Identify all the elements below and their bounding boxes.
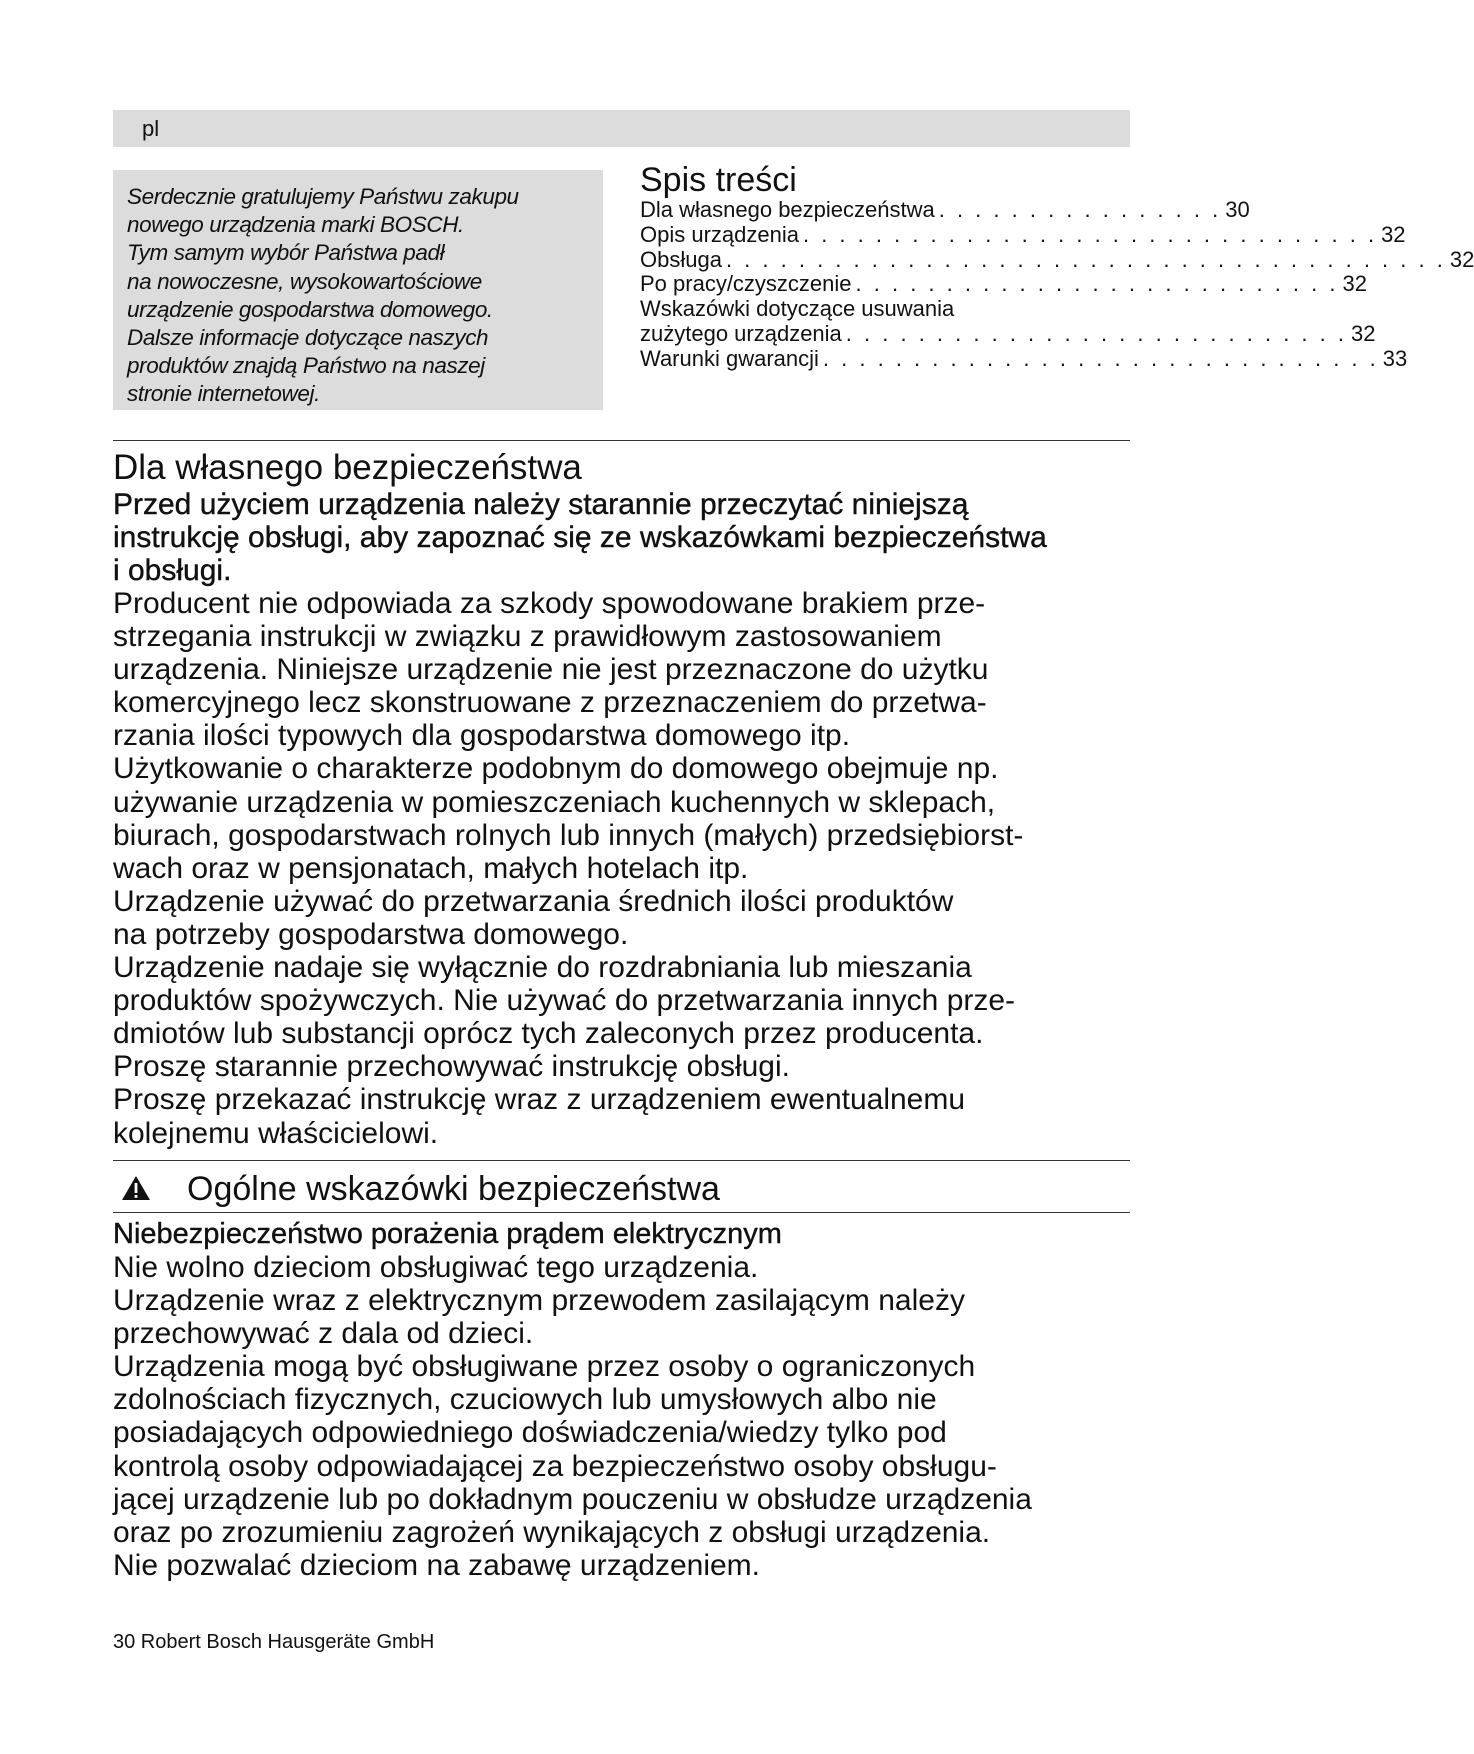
- toc-entry-text: Wskazówki dotyczące usuwania: [640, 296, 955, 322]
- body-line: oraz po zrozumieniu zagrożeń wynikających z obsługi urządzenia.: [113, 1515, 991, 1549]
- intro-line: produktów znajdą Państwo na naszej: [127, 353, 485, 379]
- intro-line: urządzenie gospodarstwa domowego.: [127, 296, 493, 322]
- intro-line: Tym samym wybór Państwa padł: [127, 240, 445, 266]
- safety-heading: Dla własnego bezpieczeństwa: [113, 448, 582, 487]
- safety-section: [113, 448, 1130, 1150]
- toc-leader-dots: . . . . . . . . . . . . . . . .: [938, 197, 1222, 222]
- toc-leader-dots: . . . . . . . . . . . . . . . . . . . . . . . . . . . . . . .: [822, 345, 1379, 371]
- body-line: biurach, gospodarstwach rolnych lub innych (małych) przedsiębiorst-: [113, 818, 1024, 852]
- body-line: Urządzenie wraz z elektrycznym przewodem zasilającym należy: [113, 1284, 965, 1318]
- body-line: rzania ilości typowych dla gospodarstwa domowego itp.: [113, 719, 851, 753]
- toc-entry-text: Warunki gwarancji: [640, 345, 819, 371]
- toc-leader-dots: . . . . . . . . . . . . . . . . . . . . . . . . . . . . . . . .: [802, 221, 1378, 247]
- intro-line: Dalsze informacje dotyczące naszych: [127, 325, 489, 351]
- lead-line: i obsługi.: [113, 554, 232, 587]
- safety-lead: [113, 488, 1130, 587]
- section-divider: [113, 1160, 1130, 1161]
- intro-box: [113, 170, 603, 410]
- body-line: kolejnemu właścicielowi.: [113, 1116, 439, 1150]
- body-line: kontrolą osoby odpowiadającej za bezpieczeństwo osoby obsługu-: [113, 1449, 997, 1483]
- body-line: komercyjnego lecz skonstruowane z przeznaczeniem do przetwa-: [113, 686, 987, 720]
- body-line: zdolnościach fizycznych, czuciowych lub umysłowych albo nie: [113, 1383, 937, 1417]
- lead-line: Przed użyciem urządzenia należy starannie przeczytać niniejszą: [113, 488, 969, 521]
- toc-entry[interactable]: [640, 297, 1120, 322]
- toc-title: Spis treści: [640, 161, 797, 199]
- section-divider: [113, 440, 1130, 441]
- body-line: Urządzenie nadaje się wyłącznie do rozdrabniania lub mieszania: [113, 951, 972, 985]
- body-line: przechowywać z dala od dzieci.: [113, 1317, 534, 1351]
- body-line: dmiotów lub substancji oprócz tych zaleconych przez producenta.: [113, 1017, 984, 1051]
- toc-entry-page: 33: [1382, 345, 1408, 371]
- body-line: używanie urządzenia w pomieszczeniach kuchennych w sklepach,: [113, 785, 996, 819]
- toc-leader-dots: . . . . . . . . . . . . . . . . . . . . . . . . . . .: [855, 271, 1339, 297]
- toc-leader-dots: . . . . . . . . . . . . . . . . . . . . . . . . . . . . . . . . . . . . . . . .: [725, 246, 1446, 272]
- page-footer: 30 Robert Bosch Hausgeräte GmbH: [113, 1631, 435, 1653]
- body-line: Nie wolno dzieciom obsługiwać tego urządzenia.: [113, 1251, 759, 1284]
- warning-triangle-icon: [121, 1175, 151, 1201]
- body-line: Nie pozwalać dzieciom na zabawę urządzeniem.: [113, 1548, 760, 1582]
- toc-leader-dots: . . . . . . . . . . . . . . . . . . . . . . . . . . . .: [845, 320, 1347, 346]
- body-line: Proszę przekazać instrukcję wraz z urządzeniem ewentualnemu: [113, 1083, 966, 1117]
- body-line: na potrzeby gospodarstwa domowego.: [113, 917, 629, 951]
- toc-entry-text: Po pracy/czyszczenie: [640, 271, 852, 297]
- toc-entry[interactable]: [640, 320, 1376, 347]
- section-divider: [113, 1212, 1130, 1213]
- body-line: Producent nie odpowiada za szkody spowodowane brakiem prze-: [113, 587, 986, 620]
- intro-line: nowego urządzenia marki BOSCH.: [127, 212, 464, 238]
- toc-entry-text: Opis urządzenia: [640, 221, 799, 247]
- toc-entry[interactable]: [640, 271, 1367, 297]
- toc-entry-page: 32: [1350, 320, 1376, 346]
- general-safety-body: [113, 1251, 1130, 1582]
- body-line: posiadających odpowiedniego doświadczenia/wiedzy tylko pod: [113, 1416, 947, 1450]
- toc-entry-page: 32: [1449, 246, 1474, 272]
- toc-entry-page: 32: [1342, 271, 1367, 297]
- body-line: produktów spożywczych. Nie używać do przetwarzania innych prze-: [113, 984, 1016, 1018]
- body-line: Proszę starannie przechowywać instrukcję obsługi.: [113, 1050, 790, 1084]
- general-safety-heading-bar: [113, 1163, 1130, 1213]
- body-line: Urządzenia mogą być obsługiwane przez osoby o ograniczonych: [113, 1350, 976, 1384]
- body-line: urządzenia. Niniejsze urządzenie nie jest przeznaczone do użytku: [113, 653, 989, 687]
- intro-line: stronie internetowej.: [127, 381, 320, 407]
- language-bar: [113, 110, 1130, 147]
- toc-entry[interactable]: [640, 246, 1474, 273]
- toc-entry-text: Obsługa: [640, 246, 722, 272]
- table-of-contents: [640, 160, 1474, 372]
- toc-entry-text: zużytego urządzenia: [640, 320, 842, 346]
- body-line: Urządzenie używać do przetwarzania średnich ilości produktów: [113, 884, 954, 918]
- lead-line: instrukcję obsługi, aby zapoznać się ze wskazówkami bezpieczeństwa: [113, 521, 1047, 554]
- toc-entry-page: 30: [1225, 197, 1250, 222]
- toc-entry-text: Dla własnego bezpieczeństwa: [640, 197, 935, 222]
- toc-entry[interactable]: [640, 221, 1406, 248]
- electric-shock-subheading: Niebezpieczeństwo porażenia prądem elektrycznym: [113, 1218, 782, 1250]
- general-safety-heading: Ogólne wskazówki bezpieczeństwa: [187, 1170, 720, 1208]
- general-safety-section: [113, 1218, 1130, 1582]
- safety-body: [113, 587, 1130, 1150]
- intro-line: na nowoczesne, wysokowartościowe: [127, 268, 482, 294]
- body-line: jącej urządzenie lub po dokładnym pouczeniu w obsłudze urządzenia: [113, 1482, 1032, 1516]
- toc-entry-page: 32: [1381, 221, 1406, 247]
- body-line: Użytkowanie o charakterze podobnym do domowego obejmuje np.: [113, 752, 999, 786]
- body-line: wach oraz w pensjonatach, małych hotelach itp.: [113, 851, 749, 885]
- toc-entry[interactable]: [640, 345, 1408, 372]
- toc-entry[interactable]: [640, 197, 1250, 223]
- intro-line: Serdecznie gratulujemy Państwu zakupu: [127, 184, 519, 209]
- body-line: strzegania instrukcji w związku z prawidłowym zastosowaniem: [113, 620, 942, 654]
- language-label: pl: [142, 116, 160, 141]
